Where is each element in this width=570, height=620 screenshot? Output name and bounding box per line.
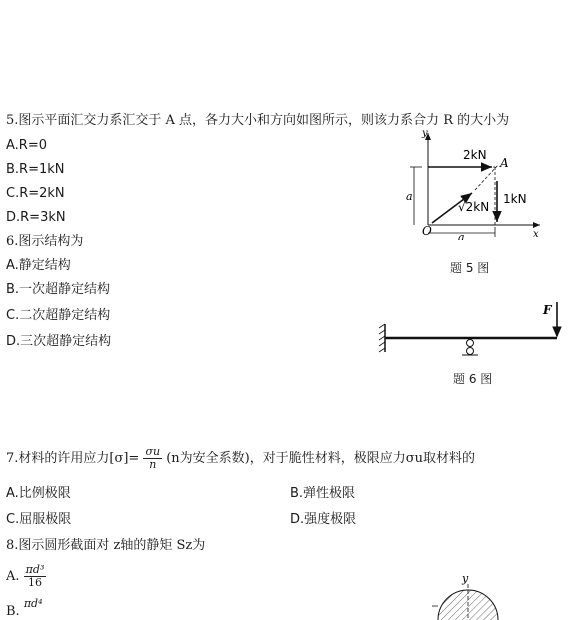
q8-circle-section [420,570,500,620]
q6-beam-diagram [375,300,565,366]
q6-figure-caption: 题 6 图 [453,372,493,386]
q7-stem-after: (n为安全系数)，对于脆性材料，极限应力σu取材料的 [166,451,475,466]
force-F-label: F [543,303,552,317]
origin-label: O [422,224,432,238]
q5-option-a[interactable]: A.R=0 [6,138,47,153]
q8-option-a-fraction: $\frac{\text{πd³}}{16}$ [25,563,45,589]
q5-force-diagram [400,125,550,240]
q5-option-b[interactable]: B.R=1kN [6,162,65,177]
point-A-label: A [500,156,509,170]
q7-stem-before: 7.材料的许用应力[σ]= [6,451,140,466]
q7-stem [6,446,475,471]
q7-frac-num: σu [145,445,161,458]
q6-option-c[interactable]: C.二次超静定结构 [6,308,111,323]
force-2kN-label: 2kN [463,148,487,162]
q6-option-a[interactable]: A.静定结构 [6,258,71,273]
q5-figure-caption: 题 5 图 [450,261,490,275]
q7-option-c[interactable]: C.屈服极限 [6,512,72,527]
dim-a-vertical: a [406,190,413,203]
q6-option-d[interactable]: D.三次超静定结构 [6,334,112,349]
force-1kN-label: 1kN [503,192,527,206]
q5-option-d[interactable]: D.R=3kN [6,210,66,225]
q7-frac-den: n [149,458,157,471]
q8-option-b[interactable]: B. $^{\pi d^4}$ [6,597,43,619]
q5-option-c[interactable]: C.R=2kN [6,186,65,201]
dim-a-horizontal: a [458,231,465,240]
q8-stem: 8.图示圆形截面对 z轴的静矩 Sz为 [6,538,206,553]
q6-option-b[interactable]: B.一次超静定结构 [6,282,111,297]
q7-option-a[interactable]: A.比例极限 [6,486,71,501]
q7-fraction [143,446,162,471]
roller-support [467,340,474,347]
q6-stem: 6.图示结构为 [6,234,84,249]
q8-option-a[interactable]: A. $\frac{\text{πd³}}{16}$ [6,563,45,589]
q5-stem: 5.图示平面汇交力系汇交于 A 点，各力大小和方向如图所示，则该力系合力 R 的大小为 [6,113,510,128]
q7-option-d[interactable]: D.强度极限 [290,512,357,527]
q7-option-b[interactable]: B.弹性极限 [290,486,356,501]
q8-y-axis-label: y [462,572,469,585]
force-sqrt2kN-label: √2kN [458,200,490,214]
x-axis-label: x [533,229,539,240]
y-axis-label: y [422,128,428,139]
